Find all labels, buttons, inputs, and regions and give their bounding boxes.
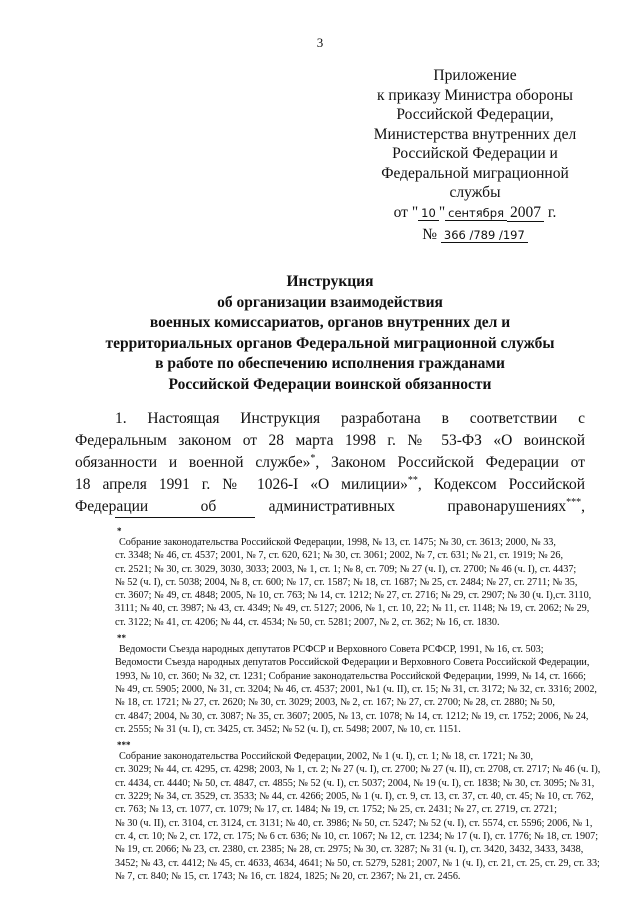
number-sign: №: [422, 226, 437, 243]
order-date: [340, 203, 610, 224]
footnote-line: ст. 4847; 2004, № 30, ст. 3087; № 35, ст. 3607; 2005, № 13, ст. 1078; № 14, ст. 1212; № 19, ст. 1752; 2006, № 24,: [115, 710, 589, 722]
appendix-line: Министерства внутренних дел: [373, 125, 577, 143]
date-separator: ": [438, 203, 446, 221]
footnote-line: Ведомости Съезда народных депутатов РСФСР и Верховного Совета РСФСР, 1991, № 16, ст. 503;: [119, 644, 544, 656]
footnote-1: [115, 527, 590, 629]
body-text-segment: обязанности и военной службе»: [75, 454, 311, 471]
footnote-line: 1993, № 10, ст. 360; № 32, ст. 1231; Собрание законодательства Российской Федерации, 1999, № 14, ст. 1666;: [115, 670, 586, 682]
footnote-line: ст. 3348; № 46, ст. 4537; 2001, № 7, ст. 620, 621; № 30, ст. 3061; 2002, № 7, ст. 631; № 21, ст. 1919; № 26,: [115, 550, 563, 562]
date-month: сентября: [445, 206, 507, 221]
title-line: об организации взаимодействия: [217, 293, 443, 311]
body-line: 1. Настоящая Инструкция разработана в соответствии с: [115, 410, 585, 427]
body-line: [75, 496, 585, 518]
date-year: 2007: [507, 204, 544, 222]
footnote-ref: **: [407, 474, 418, 486]
page-number: 3: [316, 35, 324, 50]
body-text-segment: , Кодексом Российской: [417, 476, 585, 493]
footnote-mark: **: [117, 633, 126, 644]
body-line: Федеральным законом от 28 марта 1998 г. № 53-ФЗ «О воинской: [75, 432, 585, 449]
body-text-segment: 18 апреля 1991 г. № 1026-I «О милиции»: [75, 476, 408, 493]
footnote-line: ст. 4434, ст. 4440; № 50, ст. 4847, ст. 4855; № 52 (ч. I), ст. 5037; 2004, № 19 (ч. I), ст. 1838; № 30, ст. 3095; № 31,: [115, 777, 595, 789]
title-line: территориальных органов Федеральной миграционной службы: [105, 334, 555, 352]
footnote-line: № 52 (ч. I), ст. 5038; 2004, № 8, ст. 600; № 17, ст. 1587; № 18, ст. 1687; № 25, ст. 2484; № 27, ст. 2711; № 35,: [115, 576, 578, 588]
appendix-line: Российской Федерации и: [392, 145, 558, 162]
footnote-separator: [115, 517, 255, 518]
footnote-line: Собрание законодательства Российской Федерации, 2002, № 1 (ч. I), ст. 1; № 18, ст. 1721; № 30,: [119, 751, 534, 763]
footnote-line: ст. 3029; № 44, ст. 4295, ст. 4298; 2003, № 1, ст. 2; № 27 (ч. I), ст. 2700; № 27 (ч. II), ст. 2708, ст. 2717; № 46 (ч. I),: [115, 764, 601, 776]
footnote-mark: *: [117, 526, 122, 536]
appendix-line: к приказу Министра обороны: [377, 86, 573, 104]
title-line: Инструкция: [286, 273, 374, 290]
date-day: 10: [418, 206, 439, 221]
footnote-mark: ***: [117, 740, 131, 751]
footnote-line: ст. 3607; № 49, ст. 4848; 2005, № 10, ст. 763; № 14, ст. 1212; № 27, ст. 2716; № 29, ст. 2907; № 30 (ч. I),ст. 3110,: [115, 590, 592, 602]
footnote-line: ст. 3122; № 41, ст. 4206; № 44, ст. 4534; № 50, ст. 5281; 2007, № 2, ст. 362; № 16, ст. 1830.: [115, 616, 500, 628]
body-line: [75, 474, 585, 496]
date-suffix: г.: [543, 203, 557, 221]
footnote-line: Ведомости Съезда народных депутатов Российской Федерации и Верховного Совета Российской Федерации,: [115, 657, 590, 669]
body-text-segment: Федерации об административных правонарушениях: [75, 498, 567, 515]
body-text-segment: , Законом Российской Федерации от: [315, 454, 585, 471]
footnote-line: № 19, ст. 2066; № 23, ст. 2380, ст. 2385; № 28, ст. 2975; № 30, ст. 3287; № 31 (ч. I), ст. 3420, 3432, 3433, 3438,: [115, 844, 584, 856]
footnote-line: ст. 4, ст. 10; № 2, ст. 172, ст. 175; № 6 ст. 636; № 10, ст. 1067; № 12, ст. 1234; № 17 (ч. I), ст. 1776; № 18, ст. 1907;: [115, 830, 599, 842]
document-title: [60, 272, 600, 395]
footnote-line: Собрание законодательства Российской Федерации, 1998, № 13, ст. 1475; № 30, ст. 3613; 2000, № 33,: [119, 537, 556, 548]
footnote-ref: ***: [566, 496, 582, 508]
footnote-3: [115, 740, 601, 883]
appendix-header: [340, 66, 610, 246]
number-value: 366 /789 /197: [441, 228, 528, 243]
title-line: военных комиссариатов, органов внутренних дел и: [149, 314, 511, 331]
footnote-line: ст. 2555; № 31 (ч. I), ст. 3425, ст. 3452; № 52 (ч. I), ст. 5498; 2007, № 10, ст. 1151.: [115, 723, 461, 735]
body-text-segment: ,: [581, 498, 585, 515]
footnote-line: 3452; № 43, ст. 4412; № 45, ст. 4633, 4634, 4641; № 50, ст. 5279, 5281; 2007, № 1 (ч. I), ст. 21, ст. 25, ст. 29, ст. 33;: [115, 857, 600, 869]
footnote-line: № 18, ст. 1721; № 27, ст. 2620; № 30, ст. 3029; 2003, № 2, ст. 167; № 27, ст. 2700; № 28, ст. 2880; № 50,: [115, 697, 555, 709]
footnote-line: № 30 (ч. II), ст. 3104, ст. 3124, ст. 3131; № 40, ст. 3986; № 50, ст. 5247; № 52 (ч. I), ст. 5574, ст. 5596; 2006, № 1,: [115, 817, 593, 829]
footnote-line: ст. 3229; № 34, ст. 3529, ст. 3533; № 44, ст. 4266; 2005, № 1 (ч. I), ст. 9, ст. 13, ст. 37, ст. 40, ст. 45; № 10, ст. 762,: [115, 791, 594, 803]
footnote-ref: *: [310, 452, 316, 464]
appendix-line: Российской Федерации,: [396, 106, 554, 123]
appendix-line: Приложение: [433, 67, 517, 84]
appendix-line: Федеральной миграционной: [381, 164, 569, 182]
body-line: [75, 452, 585, 474]
appendix-line: службы: [449, 184, 501, 201]
footnote-2: [115, 633, 597, 736]
body-paragraph: [75, 408, 585, 518]
footnotes: [115, 526, 601, 888]
title-line: в работе по обеспечению исполнения гражданами: [155, 355, 505, 372]
footnote-line: ст. 2521; № 30, ст. 3029, 3030, 3033; 2003, № 1, ст. 1; № 8, ст. 709; № 27 (ч. I), ст. 2700; № 46 (ч. I), ст. 4437;: [115, 563, 577, 575]
date-prefix: от ": [393, 203, 419, 221]
order-number: [340, 225, 610, 246]
footnote-line: № 49, ст. 5905; 2000, № 31, ст. 3204; № 46, ст. 4537; 2001, №1 (ч. II), ст. 15; № 31, ст. 3172; № 32, ст. 3316; 2002,: [115, 683, 597, 695]
footnote-line: ст. 763; № 13, ст. 1077, ст. 1079; № 17, ст. 1484; № 19, ст. 1752; № 25, ст. 2431; № 27, ст. 2719, ст. 2721;: [115, 804, 557, 816]
footnote-line: № 7, ст. 840; № 15, ст. 1743; № 16, ст. 1824, 1825; № 20, ст. 2367; № 21, ст. 2456.: [115, 870, 461, 882]
footnote-line: 3111; № 40, ст. 3987; № 43, ст. 4349; № 49, ст. 5127; 2006, № 1, ст. 10, 22; № 11, ст. 1148; № 19, ст. 2062; № 29,: [115, 603, 590, 615]
title-line: Российской Федерации воинской обязанности: [168, 375, 492, 393]
